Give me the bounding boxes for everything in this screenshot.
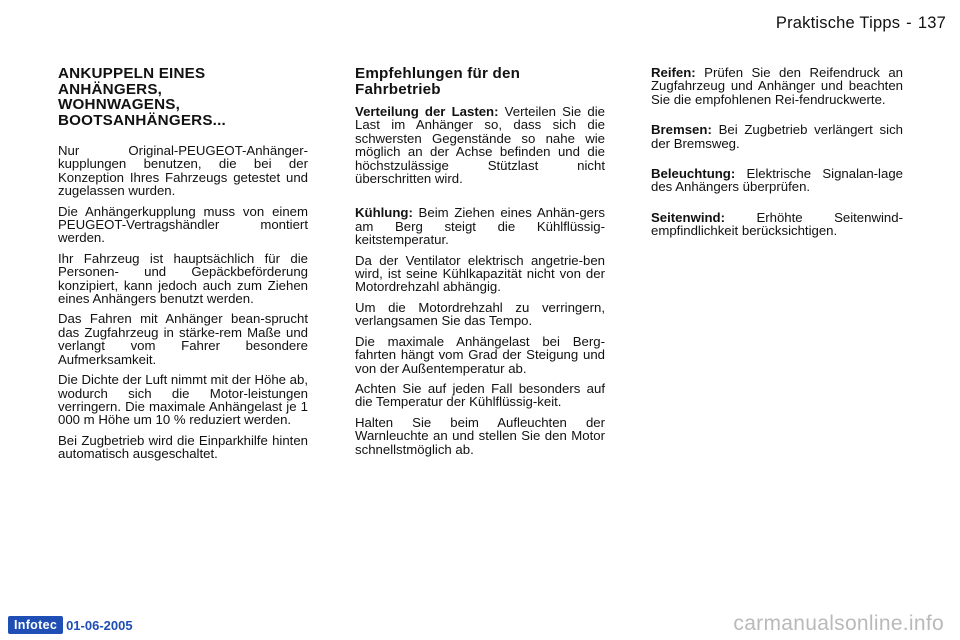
title-separator: - [906, 14, 912, 32]
tyres-label: Reifen: [651, 65, 696, 80]
footer [8, 616, 133, 634]
edition-date: 01-06-2005 [66, 617, 133, 633]
middle-column [355, 66, 605, 463]
tyres-paragraph [651, 66, 903, 106]
cooling-text: Beim Ziehen eines Anhän-gers am Berg steigt die Kühlflüssig-keitstemperatur. [355, 205, 605, 248]
paragraph: Die maximale Anhängelast bei Berg-fahrten hängt vom Grad der Steigung und von der Außentemperatur ab. [355, 333, 605, 376]
driving-recommendations-heading [355, 66, 605, 97]
lighting-paragraph [651, 167, 903, 194]
brakes-label: Bremsen: [651, 122, 712, 138]
paragraph: Halten Sie beim Aufleuchten der Warnleuchte an und stellen Sie den Motor schnellstmöglich ab. [355, 414, 605, 457]
load-distribution-label: Verteilung der Lasten: [355, 104, 499, 119]
paragraph: Das Fahren mit Anhänger bean-sprucht das Zugfahrzeug in stärke-rem Maße und verlangt vom Fahrer besondere Aufmerksamkeit. [58, 311, 308, 367]
page-title: Praktische Tipps [775, 14, 901, 32]
tyres-text: Prüfen Sie den Reifendruck an Zugfahrzeug und Anhänger und beachten Sie die empfohlenen Rei-fendruckwerte. [651, 65, 903, 107]
load-distribution-text: Verteilen Sie die Last im Anhänger so, dass sich die schwersten Gegenstände so nahe wie möglich an der Achse befinden und die höchstzulässige Stützlast nicht überschritten wird. [355, 104, 605, 187]
cooling-paragraph [355, 206, 605, 246]
towing-heading [58, 66, 308, 128]
heading-line: Fahrbetrieb [355, 80, 441, 98]
cooling-label: Kühlung: [355, 205, 413, 221]
brakes-paragraph [651, 123, 903, 150]
heading-line: ANKUPPELN EINES [58, 65, 206, 82]
paragraph: Nur Original-PEUGEOT-Anhänger-kupplungen benutzen, die bei der Konzeption Ihres Fahrzeugs getestet und zugelassen wurden. [58, 143, 308, 199]
page-number: 137 [917, 14, 946, 32]
paragraph: Die Dichte der Luft nimmt mit der Höhe ab, wodurch sich die Motor-leistungen verringern. Die maximale Anhängelast je 1 000 m Höhe um 10 % reduziert werden. [58, 372, 308, 428]
crosswind-text: Erhöhte Seitenwind-empfindlichkeit berücksichtigen. [651, 209, 903, 239]
crosswind-label: Seitenwind: [651, 209, 725, 225]
crosswind-paragraph [651, 211, 903, 238]
paragraph: Achten Sie auf jeden Fall besonders auf die Temperatur der Kühlflüssig-keit. [355, 380, 605, 410]
heading-line: WOHNWAGENS, [58, 96, 181, 113]
paragraph: Ihr Fahrzeug ist hauptsächlich für die Personen- und Gepäckbeförderung konzipiert, kann jedoch auch zum Ziehen eines Anhängers benutzt werden. [58, 250, 308, 307]
brakes-text: Bei Zugbetrieb verlängert sich der Bremsweg. [651, 122, 903, 151]
watermark: carmanualsonline.info [733, 612, 944, 635]
right-column [651, 66, 903, 255]
left-column [58, 66, 308, 468]
page-header [776, 14, 946, 33]
lighting-text: Elektrische Signalan-lage des Anhängers überprüfen. [651, 166, 903, 195]
paragraph: Bei Zugbetrieb wird die Einparkhilfe hinten automatisch ausgeschaltet. [58, 432, 308, 462]
infotec-logo: Infotec [8, 616, 63, 634]
paragraph: Um die Motordrehzahl zu verringern, verlangsamen Sie das Tempo. [355, 299, 605, 329]
heading-line: Empfehlungen für den [355, 65, 521, 82]
load-distribution-paragraph [355, 105, 605, 185]
lighting-label: Beleuchtung: [651, 166, 736, 182]
heading-line: ANHÄNGERS, [58, 80, 163, 98]
heading-line: BOOTSANHÄNGERS... [58, 111, 226, 129]
paragraph: Da der Ventilator elektrisch angetrie-ben wird, ist seine Kühlkapazität nicht von der Motordrehzahl abhängig. [355, 252, 605, 295]
paragraph: Die Anhängerkupplung muss von einem PEUGEOT-Vertragshändler montiert werden. [58, 203, 308, 246]
